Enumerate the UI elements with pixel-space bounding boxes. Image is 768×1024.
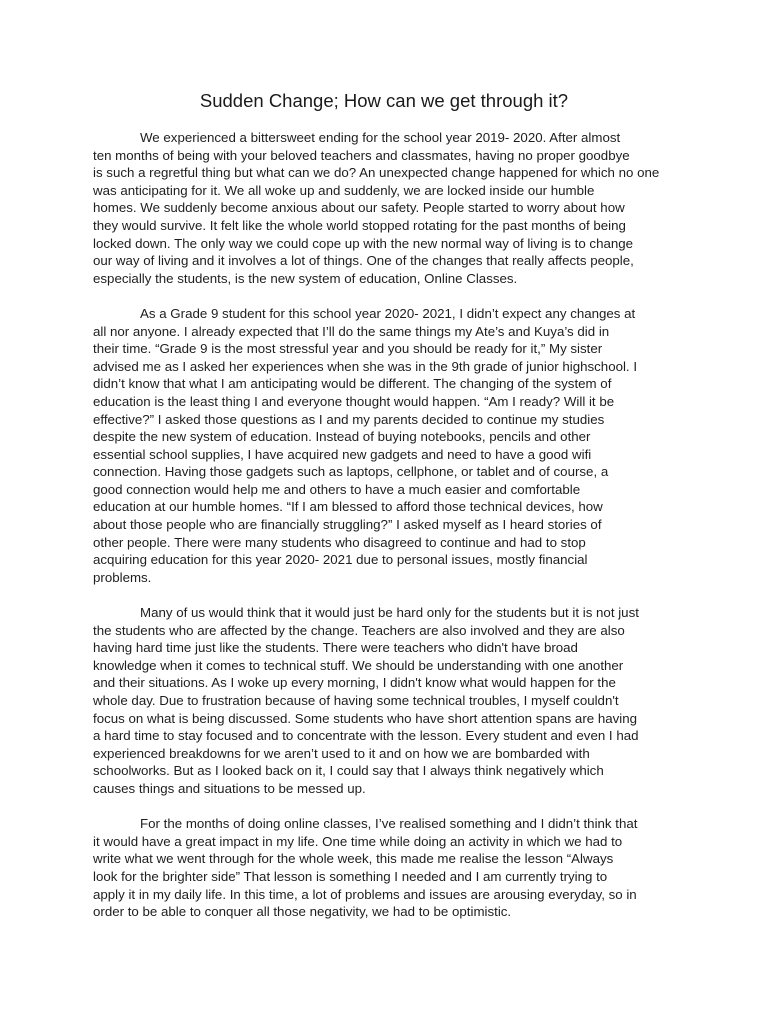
text-line: order to be able to conquer all those negativity, we had to be optimistic. [93,904,512,920]
text-line: didn’t know that what I am anticipating would be different. The changing of the system of [93,376,612,392]
text-line: problems. [93,569,152,585]
text-line: locked down. The only way we could cope up with the new normal way of living is to change [93,235,634,251]
text-line: they would survive. It felt like the whole world stopped rotating for the past months of being [93,217,626,233]
text-line: all nor anyone. I already expected that I’ll do the same things my Ate’s and Kuya’s did in [93,323,610,339]
text-line: is such a regretful thing but what can we do? An unexpected change happened for which no one [93,165,660,181]
text-line: and their situations. As I woke up every morning, I didn't know what would happen for the [93,675,616,691]
text-line: whole day. Due to frustration because of having some technical troubles, I myself couldn't [93,693,619,708]
text-line: focus on what is being discussed. Some students who have short attention spans are having [93,710,638,726]
text-line: write what we went through for the whole week, this made me realise the lesson “Always [93,851,614,867]
text-line: it would have a great impact in my life. One time while doing an activity in which we had to [93,833,623,849]
text-line: connection. Having those gadgets such as laptops, cellphone, or tablet and of course, a [93,464,609,480]
text-line: causes things and situations to be messed up. [93,780,366,796]
text-line: As a Grade 9 student for this school year 2020- 2021, I didn’t expect any changes at [140,305,636,321]
text-line: homes. We suddenly become anxious about our safety. People started to worry about how [93,200,625,216]
text-line: essential school supplies, I have acquired new gadgets and need to have a good wifi [93,446,592,462]
text-line: look for the brighter side” That lesson is something I needed and I am currently trying to [93,868,608,884]
text-line: apply it in my daily life. In this time, a lot of problems and issues are arousing everyday, so in [93,886,637,902]
text-line: ten months of being with your beloved teachers and classmates, having no proper goodbye [93,147,630,163]
text-line: acquiring education for this year 2020- 2021 due to personal issues, mostly financial [93,552,588,568]
text-line: advised me as I asked her experiences when she was in the 9th grade of junior highschool. I [93,358,638,374]
text-line: effective?” I asked those questions as I and my parents decided to continue my studies [93,411,605,427]
text-line: other people. There were many students who disagreed to continue and had to stop [93,534,586,550]
paragraph-4 [93,815,678,921]
paragraph-2 [93,305,678,587]
document-body [93,129,678,938]
text-line: good connection would help me and others to have a much easier and comfortable [93,481,581,497]
paragraph-1 [93,129,678,287]
text-line: education at our humble homes. “If I am blessed to afford those technical devices, how [93,499,603,515]
text-line: education is the least thing I and everyone thought would happen. “Am I ready? Will it be [93,393,615,409]
text-line: having hard time just like the students. There were teachers who didn't have broad [93,640,578,656]
text-line: Many of us would think that it would just be hard only for the students but it is not just [140,605,639,621]
text-line: For the months of doing online classes, I’ve realised something and I didn’t think that [140,816,638,832]
text-line: the students who are affected by the change. Teachers are also involved and they are also [93,622,625,638]
paragraph-3 [93,604,678,798]
text-line: their time. “Grade 9 is the most stressful year and you should be ready for it,” My sister [93,341,603,357]
text-line: our way of living and it involves a lot of things. One of the changes that really affects people, [93,253,634,269]
text-line: about those people who are financially struggling?” I asked myself as I heard stories of [93,517,602,533]
text-line: schoolworks. But as I looked back on it, I could say that I always think negatively which [93,763,604,779]
text-line: especially the students, is the new system of education, Online Classes. [93,270,518,286]
text-line: experienced breakdowns for we aren’t used to it and on how we are bombarded with [93,745,590,761]
text-line: was anticipating for it. We all woke up and suddenly, we are locked inside our humble [93,182,595,198]
text-line: We experienced a bittersweet ending for the school year 2019- 2020. After almost [140,130,621,145]
document-title: Sudden Change; How can we get through it? [199,90,569,111]
text-line: knowledge when it comes to technical stuff. We should be understanding with one another [93,657,624,673]
text-line: despite the new system of education. Instead of buying notebooks, pencils and other [93,429,591,445]
text-line: a hard time to stay focused and to concentrate with the lesson. Every student and even I had [93,728,639,744]
